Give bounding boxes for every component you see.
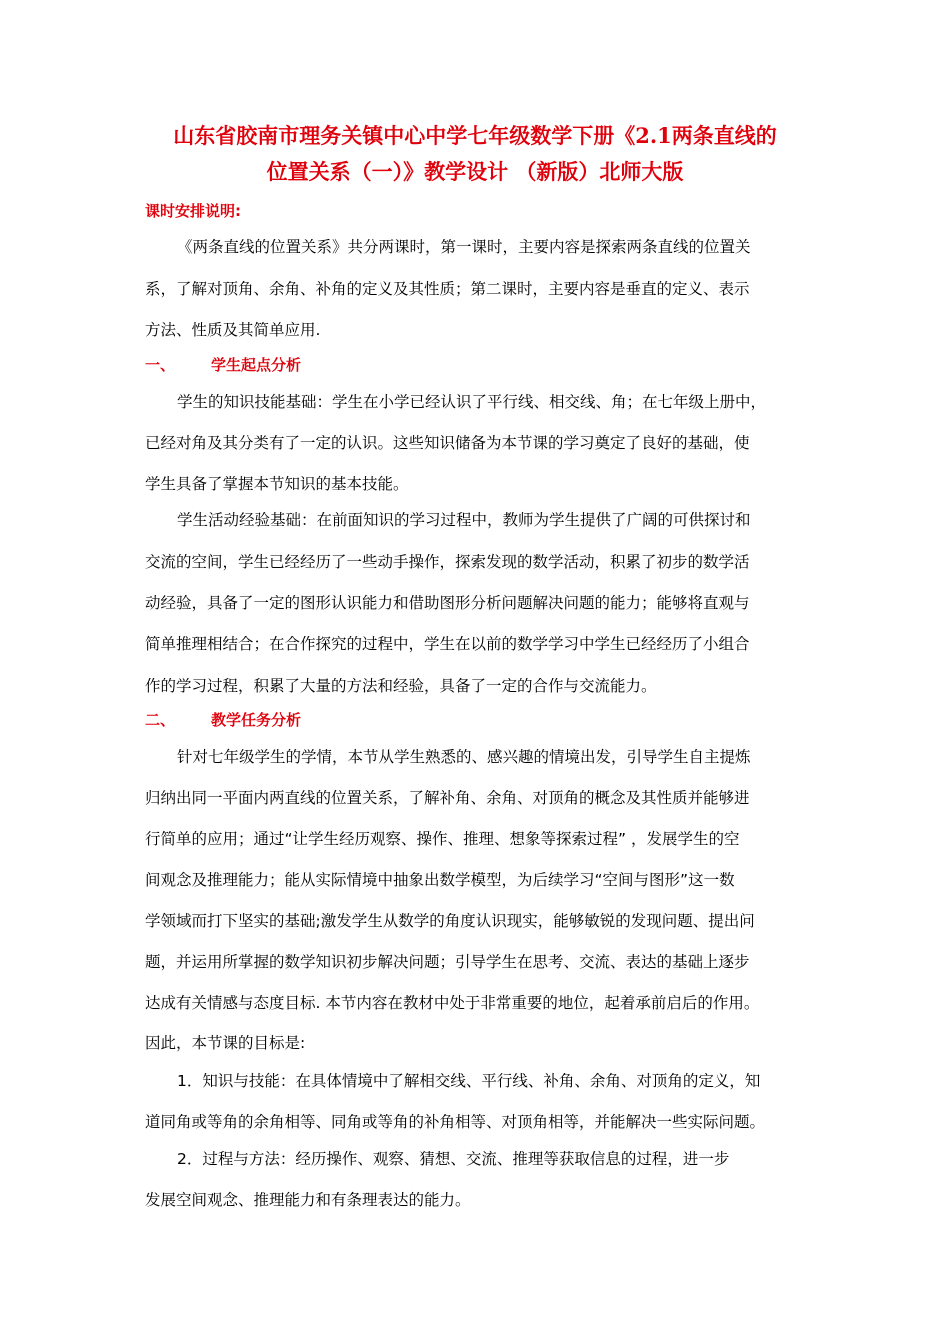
paragraph-line: 交流的空间，学生已经经历了一些动手操作，探索发现的数学活动，积累了初步的数学活 bbox=[145, 553, 750, 571]
section-title: 学生起点分析 bbox=[211, 356, 302, 374]
paragraph-line: 系，了解对顶角、余角、补角的定义及其性质；第二课时，主要内容是垂直的定义、表示 bbox=[145, 280, 750, 298]
paragraph-line: 学领域而打下坚实的基础;激发学生从数学的角度认识现实，能够敏锐的发现问题、提出问 bbox=[145, 912, 755, 930]
paragraph-line: 《两条直线的位置关系》共分两课时，第一课时，主要内容是探索两条直线的位置关 bbox=[177, 238, 751, 256]
paragraph-line: 达成有关情感与态度目标. 本节内容在教材中处于非常重要的地位，起着承前启后的作用。 bbox=[145, 994, 760, 1012]
paragraph-line: 归纳出同一平面内两直线的位置关系，了解补角、余角、对顶角的概念及其性质并能够进 bbox=[145, 789, 750, 807]
paragraph-line: 已经对角及其分类有了一定的认识。这些知识储备为本节课的学习奠定了良好的基础，使 bbox=[145, 434, 750, 452]
section-heading-2 bbox=[145, 710, 301, 730]
paragraph-line: 学生的知识技能基础：学生在小学已经认识了平行线、相交线、角；在七年级上册中， bbox=[177, 393, 767, 411]
paragraph-line: 行简单的应用；通过“让学生经历观察、操作、推理、想象等探索过程” ，发展学生的空 bbox=[145, 830, 740, 848]
section-number: 一、 bbox=[145, 356, 176, 374]
paragraph-line: 学生具备了掌握本节知识的基本技能。 bbox=[145, 475, 409, 493]
document-title-line-2: 位置关系（一）》教学设计 （新版）北师大版 bbox=[266, 159, 684, 184]
paragraph-line: 2．过程与方法：经历操作、观察、猜想、交流、推理等获取信息的过程，进一步 bbox=[177, 1150, 730, 1168]
paragraph-line: 道同角或等角的余角相等、同角或等角的补角相等、对顶角相等，并能解决一些实际问题。 bbox=[145, 1113, 766, 1131]
paragraph-line: 简单推理相结合；在合作探究的过程中，学生在以前的数学学习中学生已经经历了小组合 bbox=[145, 635, 750, 653]
paragraph-line: 1．知识与技能：在具体情境中了解相交线、平行线、补角、余角、对顶角的定义，知 bbox=[177, 1072, 761, 1090]
paragraph-line: 因此，本节课的目标是: bbox=[145, 1034, 306, 1052]
paragraph-line: 针对七年级学生的学情，本节从学生熟悉的、感兴趣的情境出发，引导学生自主提炼 bbox=[177, 748, 751, 766]
paragraph-line: 方法、性质及其简单应用. bbox=[145, 321, 321, 339]
paragraph-line: 学生活动经验基础：在前面知识的学习过程中，教师为学生提供了广阔的可供探讨和 bbox=[177, 511, 751, 529]
document-title-line-1: 山东省胶南市理务关镇中心中学七年级数学下册《2.1两条直线的 bbox=[173, 123, 777, 148]
paragraph-line: 发展空间观念、推理能力和有条理表达的能力。 bbox=[145, 1191, 471, 1209]
schedule-heading: 课时安排说明: bbox=[145, 202, 241, 220]
section-heading-1 bbox=[145, 355, 301, 375]
section-number: 二、 bbox=[145, 711, 176, 729]
paragraph-line: 题，并运用所掌握的数学知识初步解决问题；引导学生在思考、交流、表达的基础上逐步 bbox=[145, 953, 750, 971]
section-title: 教学任务分析 bbox=[211, 711, 302, 729]
paragraph-line: 动经验，具备了一定的图形认识能力和借助图形分析问题解决问题的能力；能够将直观与 bbox=[145, 594, 750, 612]
paragraph-line: 作的学习过程，积累了大量的方法和经验，具备了一定的合作与交流能力。 bbox=[145, 677, 657, 695]
paragraph-line: 间观念及推理能力；能从实际情境中抽象出数学模型，为后续学习“空间与图形”这一数 bbox=[145, 871, 735, 889]
